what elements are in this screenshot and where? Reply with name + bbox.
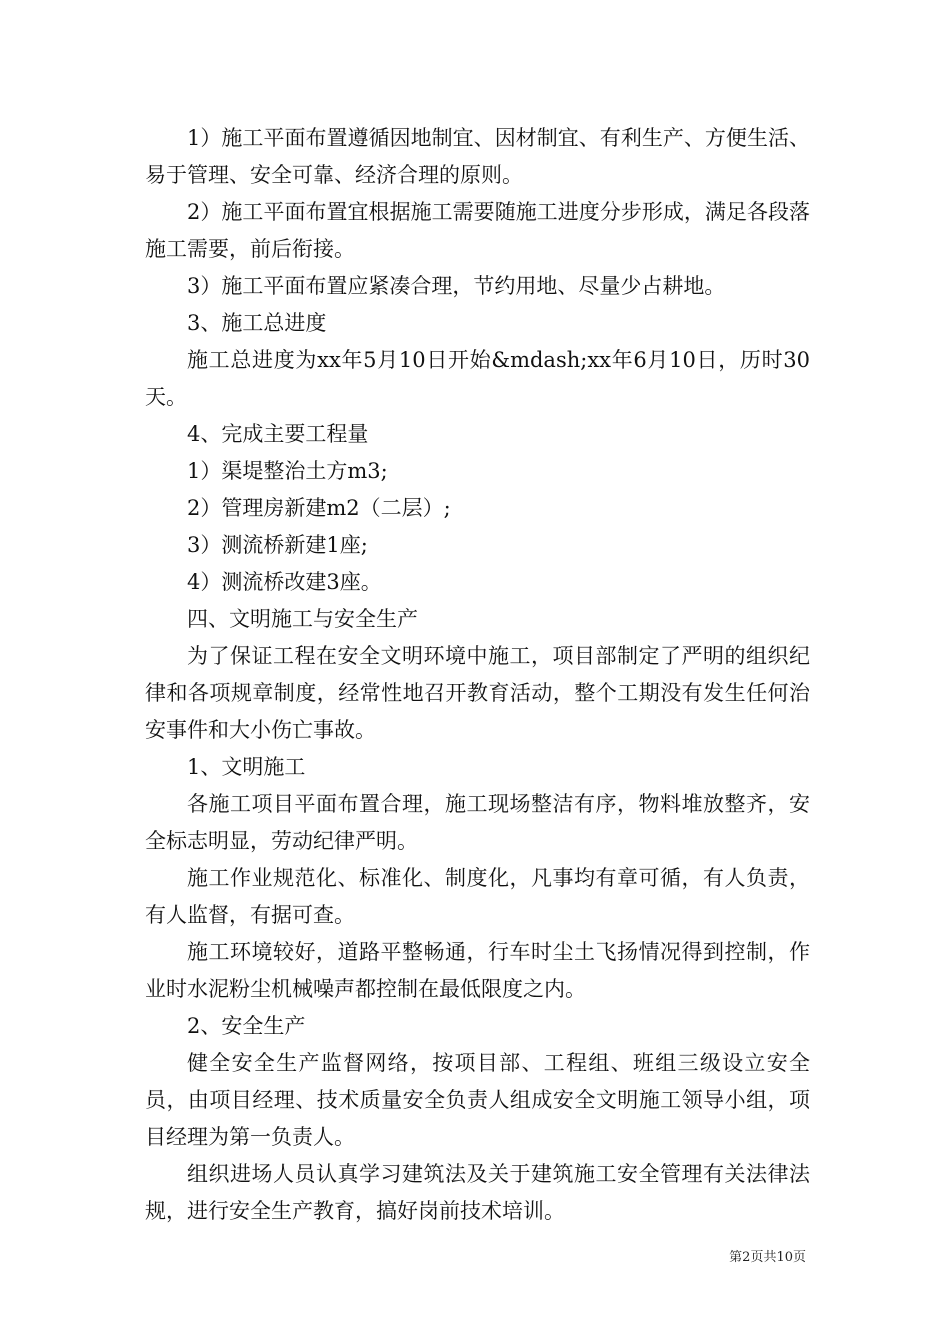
paragraph-layout-principles: 1）施工平面布置遵循因地制宜、因材制宜、有利生产、方便生活、易于管理、安全可靠、经济合理的原则。 <box>145 126 810 187</box>
paragraph-schedule: 施工总进度为xx年5月10日开始&mdash;xx年6月10日，历时30天。 <box>145 348 810 409</box>
paragraph-safety-network: 健全安全生产监督网络，按项目部、工程组、班组三级设立安全员，由项目经理、技术质量安全负责人组成安全文明施工领导小组，项目经理为第一负责人。 <box>145 1051 810 1149</box>
list-item-earthwork: 1）渠堤整治土方m3; <box>187 459 388 483</box>
heading-civilized-safety: 四、文明施工与安全生产 <box>187 607 418 631</box>
paragraph-environment: 施工环境较好，道路平整畅通，行车时尘土飞扬情况得到控制，作业时水泥粉尘机械噪声都控制在最低限度之内。 <box>145 940 810 1001</box>
heading-safety-production: 2、安全生产 <box>187 1014 306 1038</box>
heading-workload: 4、完成主要工程量 <box>187 422 369 446</box>
list-item-management-house: 2）管理房新建m2（二层）; <box>187 496 451 520</box>
paragraph-layout-stages: 2）施工平面布置宜根据施工需要随施工进度分步形成，满足各段落施工需要，前后衔接。 <box>145 200 810 261</box>
paragraph-site-layout: 各施工项目平面布置合理，施工现场整洁有序，物料堆放整齐，安全标志明显，劳动纪律严明。 <box>145 792 810 853</box>
list-item-bridge-rebuild: 4）测流桥改建3座。 <box>187 570 382 594</box>
paragraph-discipline: 为了保证工程在安全文明环境中施工，项目部制定了严明的组织纪律和各项规章制度，经常性地召开教育活动，整个工期没有发生任何治安事件和大小伤亡事故。 <box>145 644 810 742</box>
document-body <box>145 120 810 1230</box>
page-number: 第2页共10页 <box>729 1250 806 1265</box>
list-item-bridge-new: 3）测流桥新建1座; <box>187 533 368 557</box>
paragraph-training: 组织进场人员认真学习建筑法及关于建筑施工安全管理有关法律法规，进行安全生产教育，搞好岗前技术培训。 <box>145 1162 810 1223</box>
heading-schedule: 3、施工总进度 <box>187 311 327 335</box>
paragraph-standardization: 施工作业规范化、标准化、制度化，凡事均有章可循，有人负责，有人监督，有据可查。 <box>145 866 810 927</box>
paragraph-layout-compact: 3）施工平面布置应紧凑合理，节约用地、尽量少占耕地。 <box>187 274 726 298</box>
heading-civilized-construction: 1、文明施工 <box>187 755 306 779</box>
